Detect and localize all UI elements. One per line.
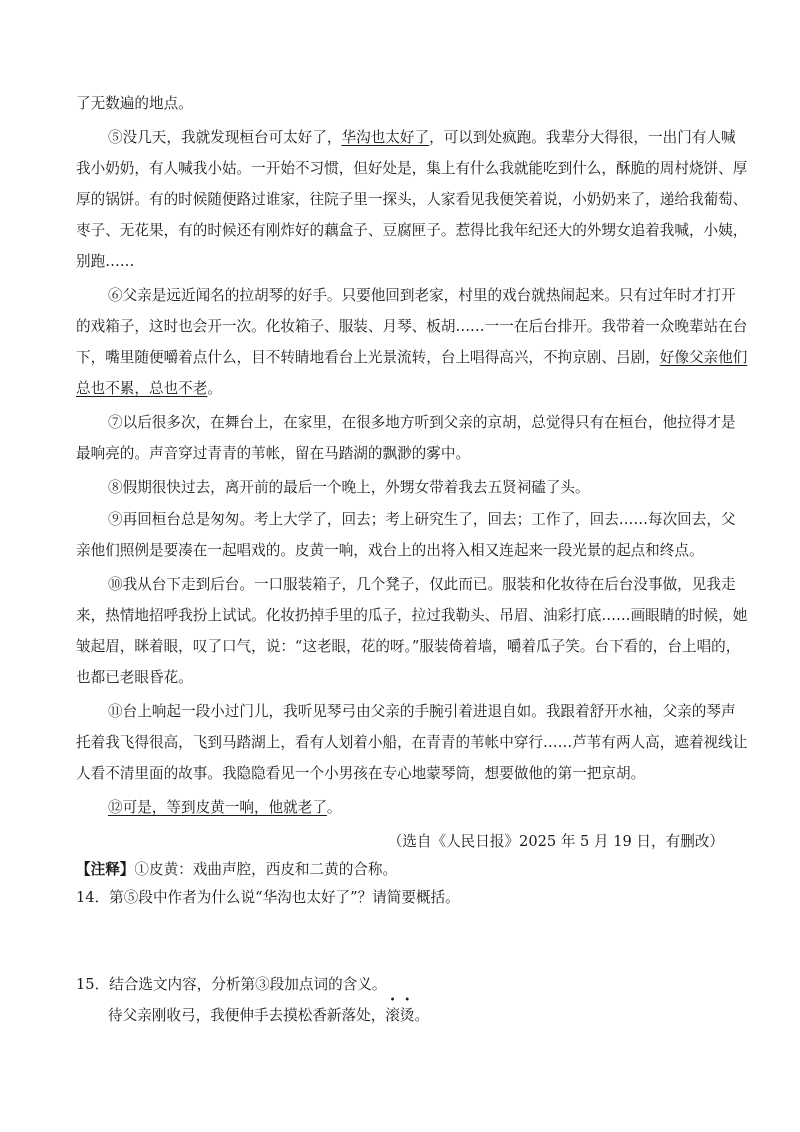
paragraph-9-line-2: 亲他们照例是要凑在一起唱戏的。皮黄一响，戏台上的出将入相又连起来一段光景的起点和终点。 (76, 542, 704, 559)
paragraph-6-line-3: 下，嘴里随便嚼着点什么，目不转睛地看台上光景流转，台上唱得高兴，不拘京剧、吕剧，好像父亲他们 (76, 349, 748, 366)
underlined-phrase: 总也不累，总也不老 (76, 380, 208, 397)
paragraph-10-line-4: 也都已老眼昏花。 (76, 669, 193, 686)
question-14: 14．第⑤段中作者为什么说“华沟也太好了”？请简要概括。 (76, 889, 460, 906)
paragraph-5-line-5: 别跑…… (76, 253, 135, 270)
paragraph-10-line-3: 皱起眉，眯着眼，叹了口气，说：“这老眼，花的呀。”服装倚着墙，嚼着瓜子笑。台下看的，台上唱的， (76, 638, 741, 655)
paragraph-11-line-2: 托着我飞得很高，飞到马踏湖上，看有人划着小船，在青青的苇帐中穿行……芦苇有两人高，遮着视线让 (76, 734, 748, 751)
paragraph-6-line-1: ⑥父亲是远近闻名的拉胡琴的好手。只要他回到老家，村里的戏台就热闹起来。只有过年时才打开 (108, 287, 736, 304)
paragraph-5-line-3: 厚的锅饼。有的时候随便路过谁家，往院子里一探头，人家看见我便笑着说，小奶奶来了，递给我葡萄、 (76, 191, 748, 208)
paragraph-8: ⑧假期很快过去，离开前的最后一个晚上，外甥女带着我去五贤祠磕了头。 (108, 479, 590, 496)
paragraph-11-line-3: 人看不清里面的故事。我隐隐看见一个小男孩在专心地蒙琴筒，想要做他的第一把京胡。 (76, 765, 646, 782)
underlined-phrase: 华沟也太好了 (341, 129, 430, 146)
question-15: 15．结合选文内容，分析第③段加点词的含义。 (76, 976, 387, 993)
paragraph-4-end: 了无数遍的地点。 (76, 95, 193, 112)
paragraph-5-line-4: 枣子、无花果，有的时候还有刚炸好的藕盒子、豆腐匣子。惹得比我年纪还大的外甥女追着我喊，小姨， (76, 222, 748, 239)
note-label: 【注释】 (76, 861, 135, 878)
paragraph-9-line-1: ⑨再回桓台总是匆匆。考上大学了，回去；考上研究生了，回去；工作了，回去……每次回去，父 (108, 511, 736, 528)
paragraph-5-line-1: ⑤没几天，我就发现桓台可太好了，华沟也太好了，可以到处疯跑。我辈分大得很，一出门有人喊 (108, 129, 736, 146)
question-15-quote: 待父亲刚收弓，我便伸手去摸松香新落处，滚烫。 (108, 1007, 430, 1024)
paragraph-6-line-4: 总也不累，总也不老。 (76, 380, 222, 397)
source-citation: （选自《人民日报》2025 年 5 月 19 日，有删改） (387, 833, 724, 850)
dotted-word-char-1: 滚 (385, 1007, 400, 1024)
underlined-phrase: ⑫可是，等到皮黄一响，他就老了 (108, 799, 327, 816)
paragraph-10-line-1: ⑩我从台下走到后台。一口服装箱子，几个凳子，仅此而已。服装和化妆待在后台没事做，见我走 (108, 576, 736, 593)
paragraph-7-line-2: 最响亮的。声音穿过青青的苇帐，留在马踏湖的飘渺的雾中。 (76, 445, 471, 462)
underlined-phrase: 好像父亲他们 (659, 349, 748, 366)
paragraph-11-line-1: ⑪台上响起一段小过门儿，我听见琴弓由父亲的手腕引着进退自如。我跟着舒开水袖，父亲的琴声 (108, 703, 736, 720)
paragraph-7-line-1: ⑦以后很多次，在舞台上，在家里，在很多地方听到父亲的京胡，总觉得只有在桓台，他拉得才是 (108, 414, 736, 431)
paragraph-6-line-2: 的戏箱子，这时也会开一次。化妆箱子、服装、月琴、板胡……一一在后台排开。我带着一众晚辈站在台 (76, 318, 748, 335)
annotation-note: 【注释】①皮黄：戏曲声腔，西皮和二黄的合称。 (76, 861, 398, 878)
paragraph-5-line-2: 我小奶奶，有人喊我小姑。一开始不习惯，但好处是，集上有什么我就能吃到什么，酥脆的周村烧饼、厚 (76, 160, 748, 177)
paragraph-10-line-2: 来，热情地招呼我扮上试试。化妆扔掉手里的瓜子，拉过我勒头、吊眉、油彩打底……画眼睛的时候，她 (76, 607, 748, 624)
dotted-word-char-2: 烫 (399, 1007, 415, 1024)
paragraph-12: ⑫可是，等到皮黄一响，他就老了。 (108, 799, 342, 816)
